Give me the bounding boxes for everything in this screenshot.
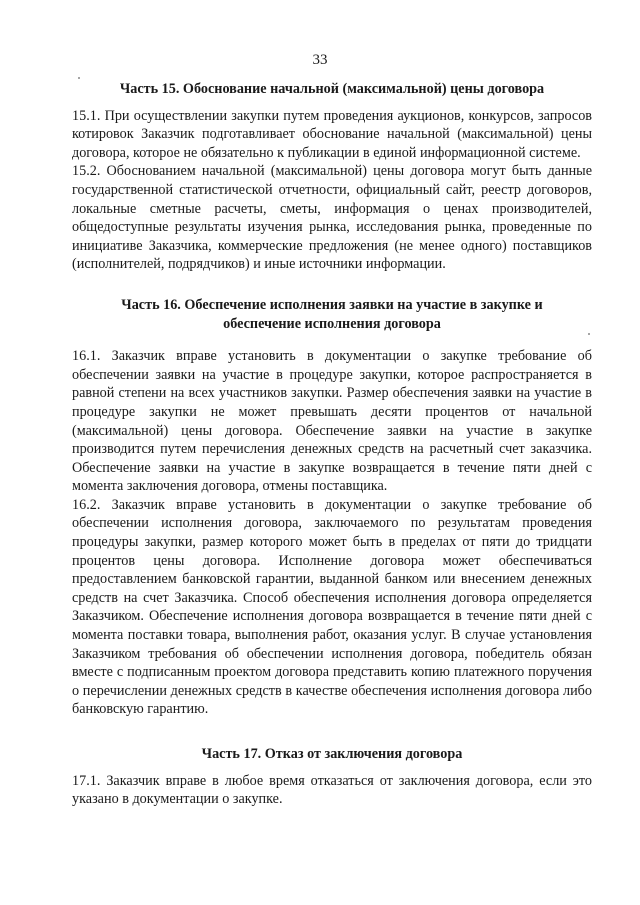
paragraph-15-1: 15.1. При осуществлении закупки путем проведения аукционов, конкурсов, запросов котировок Заказчик подготавливает обоснование начальной (максимальной) цены договора, которое не обязательно к публикации в единой информационной системе. (72, 107, 592, 161)
document-body (72, 80, 592, 809)
section-heading: Часть 17. Отказ от заключения договора (201, 746, 463, 762)
scan-speck (78, 77, 80, 79)
section-16 (72, 296, 592, 719)
page-number: 33 (312, 52, 328, 68)
section-heading-line-2: обеспечение исполнения договора (223, 315, 441, 332)
paragraph-15-2: 15.2. Обоснованием начальной (максимальной) цены договора могут быть данные государственной статистической отчетности, официальный сайт, реестр договоров, локальные сметные расчеты, сметы, информация о ценах производителей, общедоступные результаты изучения рынка, исследования рынка, проведенные по инициативе Заказчика, коммерческие предложения (не менее одного) поставщиков (исполнителей, подрядчиков) и иные источники информации. (72, 163, 592, 273)
section-heading-line-1: Часть 16. Обеспечение исполнения заявки на участие в закупке и (121, 296, 543, 313)
paragraph-16-2: 16.2. Заказчик вправе установить в документации о закупке требование об обеспечении исполнения договора, заключаемого по результатам проведения процедуры закупки, размер которого может быть в пределах от пяти до тридцати процентов цены договора. Исполнение договора может обеспечиваться предоставлением банковской гарантии, выданной банком или внесением денежных средств на счет Заказчика. Способ обеспечения исполнения договора определяется Заказчиком. Обеспечение исполнения договора возвращается в течение пяти дней с момента поставки товара, выполнения работ, оказания услуг. В случае установления Заказчиком требования об обеспечении исполнения договора, победитель обязан вместе с подписанным проектом договора представить копию платежного поручения о перечислении денежных средств в качестве обеспечения исполнения договора либо банковскую гарантию. (72, 496, 592, 718)
section-15 (72, 80, 592, 274)
section-heading: Часть 15. Обоснование начальной (максимальной) цены договора (119, 81, 545, 97)
section-17 (72, 745, 592, 809)
paragraph-17-1: 17.1. Заказчик вправе в любое время отказаться от заключения договора, если это указано в документации о закупке. (72, 772, 592, 808)
paragraph-16-1: 16.1. Заказчик вправе установить в документации о закупке требование об обеспечении заявки на участие в процедуре закупки, которое распространяется в равной степени на всех участников закупки. Размер обеспечения заявки на участие в процедуре закупки не может превышать десяти процентов от начальной (максимальной) цены договора. Обеспечение заявки на участие в закупке производится путем перечисления денежных средств на расчетный счет заказчика. Обеспечение заявки на участие в закупке возвращается в течение пяти дней с момента заключения договора, отмены поставщика. (72, 348, 592, 495)
